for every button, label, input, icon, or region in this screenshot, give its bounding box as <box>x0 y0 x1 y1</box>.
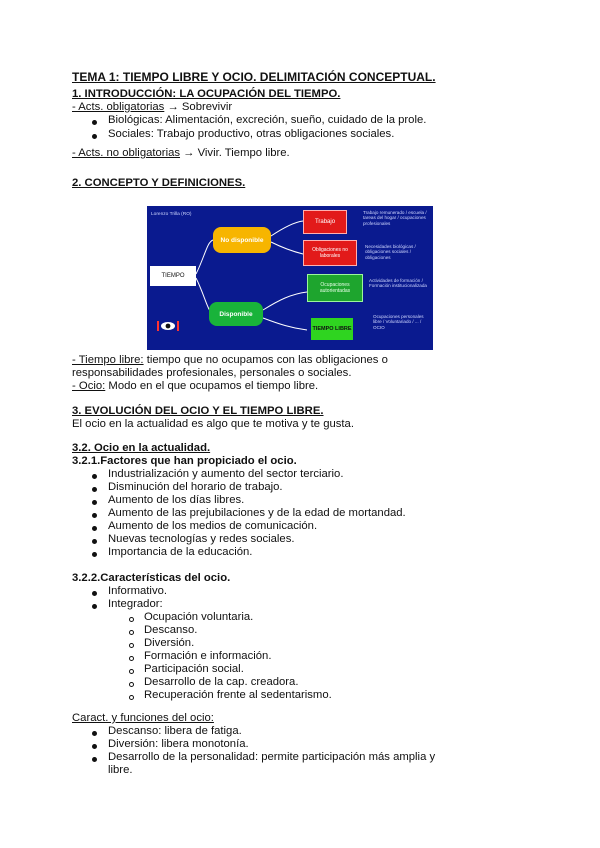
factor-item: Nuevas tecnologías y redes sociales. <box>108 533 295 545</box>
oblig-label: - Acts. obligatorias <box>72 101 165 113</box>
integrador-item: Ocupación voluntaria. <box>144 611 254 623</box>
func-item: Descanso: libera de fatiga. <box>108 725 242 737</box>
circle-bullet-icon <box>129 695 134 700</box>
integrador-item: Diversión. <box>144 637 195 649</box>
integrador-item: Participación social. <box>144 663 244 675</box>
bullet-icon <box>92 591 97 596</box>
oblig-rest: → Sobrevivir <box>164 101 233 113</box>
oblig-item: Sociales: Trabajo productivo, otras obligaciones sociales. <box>108 128 395 140</box>
bullet-icon <box>92 120 97 125</box>
bullet-icon <box>92 513 97 518</box>
bullet-icon <box>92 539 97 544</box>
circle-bullet-icon <box>129 630 134 635</box>
section-2-heading: 2. CONCEPTO Y DEFINICIONES. <box>72 177 246 189</box>
section-3-heading: 3. EVOLUCIÓN DEL OCIO Y EL TIEMPO LIBRE. <box>72 405 324 417</box>
char-item: Informativo. <box>108 585 168 597</box>
func-item: Diversión: libera monotonía. <box>108 738 249 750</box>
factor-item: Disminución del horario de trabajo. <box>108 481 283 493</box>
tl-def-line <box>72 354 388 367</box>
circle-bullet-icon <box>129 617 134 622</box>
factor-item: Aumento de las prejubilaciones y de la edad de mortandad. <box>108 507 406 519</box>
circle-bullet-icon <box>129 656 134 661</box>
tiempo-diagram <box>147 206 433 350</box>
func-item: Desarrollo de la personalidad: permite participación más amplia y <box>108 751 436 763</box>
oblig-item: Biológicas: Alimentación, excreción, sueño, cuidado de la prole. <box>108 114 427 126</box>
bullet-icon <box>92 500 97 505</box>
bullet-icon <box>92 487 97 492</box>
factor-item: Aumento de los días libres. <box>108 494 245 506</box>
oblig-box: Obligaciones no laborales <box>303 240 357 266</box>
subsection-heading: 3.2. Ocio en la actualidad. <box>72 442 211 454</box>
section-3-intro: El ocio en la actualidad es algo que te motiva y te gusta. <box>72 418 354 430</box>
integrador-item: Desarrollo de la cap. creadora. <box>144 676 299 688</box>
bullet-icon <box>92 552 97 557</box>
noob-label: - Acts. no obligatorias <box>72 147 181 159</box>
factor-item: Industrialización y aumento del sector terciario. <box>108 468 344 480</box>
tl-text1: tiempo que no ocupamos con las obligaciones o <box>143 354 388 366</box>
bullet-icon <box>92 744 97 749</box>
bullet-icon <box>92 757 97 762</box>
ocio-text: Modo en el que ocupamos el tiempo libre. <box>105 380 319 392</box>
integrador-item: Descanso. <box>144 624 198 636</box>
trabajo-box: Trabajo <box>303 210 347 234</box>
func-item-cont: libre. <box>108 764 133 776</box>
integrador-item: Recuperación frente al sedentarismo. <box>144 689 332 701</box>
bullet-icon <box>92 134 97 139</box>
bullet-icon <box>92 604 97 609</box>
char-heading: 3.2.2.Características del ocio. <box>72 572 231 584</box>
ocup-box: Ocupaciones autorientadas <box>307 274 363 302</box>
noob-rest: → Vivir. Tiempo libre. <box>180 147 290 159</box>
factors-heading: 3.2.1.Factores que han propiciado el ocio. <box>72 455 297 467</box>
diagram-note: Actividades de formación / Formación institucionalizada <box>369 278 427 289</box>
tiempo-libre-box: TIEMPO LIBRE <box>311 318 353 340</box>
no-disponible-box: No disponible <box>213 227 271 253</box>
section-1-heading: 1. INTRODUCCIÓN: LA OCUPACIÓN DEL TIEMPO. <box>72 88 341 100</box>
ocio-label: - Ocio: <box>72 380 106 392</box>
disponible-box: Disponible <box>209 302 263 326</box>
eye-logo-icon <box>157 320 179 332</box>
ocio-def-line <box>72 380 318 393</box>
root-box: TIEMPO <box>150 266 196 286</box>
circle-bullet-icon <box>129 643 134 648</box>
tl-label: - Tiempo libre: <box>72 354 144 366</box>
diagram-note: Ocupaciones personales libre / Voluntariado / ... / OCIO <box>373 314 424 330</box>
integrador-item: Formación e información. <box>144 650 272 662</box>
diagram-corner: Lorenzo Trilla (RO) <box>151 212 192 217</box>
circle-bullet-icon <box>129 682 134 687</box>
circle-bullet-icon <box>129 669 134 674</box>
diagram-note: Trabajo remunerado / escuela / tareas del hogar / ocupaciones profesionales <box>363 210 427 226</box>
diagram-note: Necesidades biológicas / obligaciones sociales / obligaciones <box>365 244 416 260</box>
bullet-icon <box>92 731 97 736</box>
oblig-line <box>72 101 232 114</box>
factor-item: Aumento de los medios de comunicación. <box>108 520 318 532</box>
factor-item: Importancia de la educación. <box>108 546 253 558</box>
document-title: TEMA 1: TIEMPO LIBRE Y OCIO. DELIMITACIÓN CONCEPTUAL. <box>72 70 436 84</box>
char-item: Integrador: <box>108 598 163 610</box>
bullet-icon <box>92 474 97 479</box>
funcs-heading: Caract. y funciones del ocio: <box>72 712 214 724</box>
bullet-icon <box>92 526 97 531</box>
noob-line <box>72 147 290 160</box>
tl-text2: responsabilidades profesionales, personales o sociales. <box>72 367 352 379</box>
